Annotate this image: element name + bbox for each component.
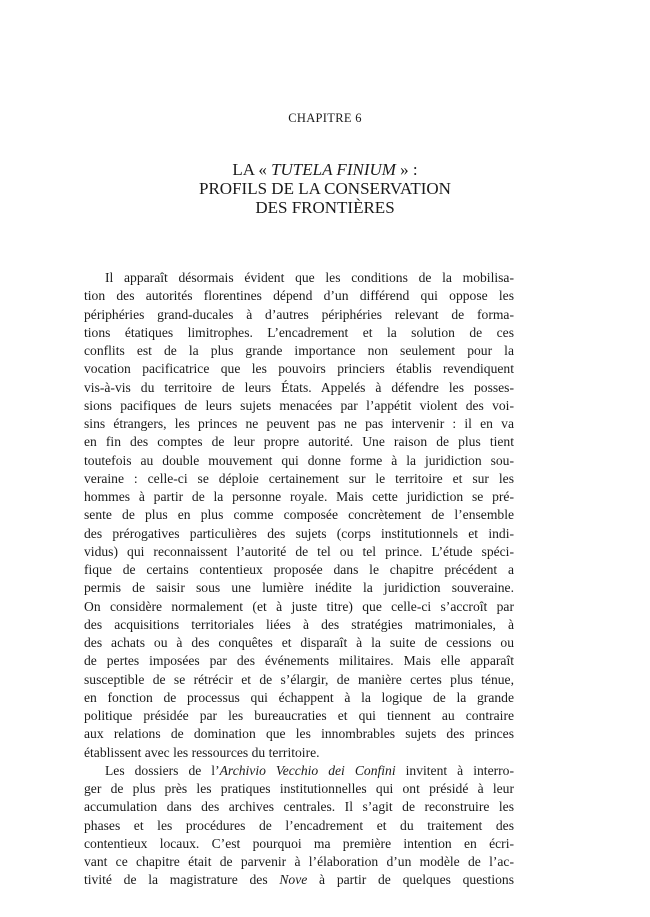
text-line xyxy=(84,762,514,780)
italic-term: Nove xyxy=(279,872,308,888)
text-line: conflits est de la plus grande importance non seulement pour la xyxy=(84,343,514,358)
text-line: veraine : celle-ci se déploie certainement sur le territoire et sur les xyxy=(84,470,514,486)
text-line: vidus) qui reconnaissent l’autorité de tel ou tel prince. L’étude spéci- xyxy=(84,543,514,559)
text-line: accumulation dans des archives centrales. Il s’agit de reconstruire les xyxy=(84,799,514,815)
text-line: en fonction de processus qui échappent à la logique de la grande xyxy=(84,689,514,705)
text-line: susceptible de se rétrécir et de s’élargir, de manière certes plus ténue, xyxy=(84,671,514,687)
text-line xyxy=(84,871,514,889)
text-line: sente de plus en plus comme composée concrètement de l’ensemble xyxy=(84,507,514,523)
text-line: vocation pacificatrice que les pouvoirs princiers établis revendiquent xyxy=(84,361,514,377)
text-line: permis de saisir sous une lumière inédite la juridiction souveraine. xyxy=(84,580,514,596)
text-line: sions pacifiques de leurs sujets menacées par l’appétit violent des voi- xyxy=(84,397,514,413)
text-line: tions étatiques limitrophes. L’encadrement et la solution de ces xyxy=(84,324,514,340)
text-line: hommes à partir de la personne royale. Mais cette juridiction se pré- xyxy=(84,489,514,504)
text-line: des acquisitions territoriales liées à des stratégies matrimoniales, à xyxy=(84,616,514,632)
chapter-title-italic: TUTELA FINIUM xyxy=(271,160,396,179)
text-line: fique de certains contentieux proposée dans le chapitre précédent a xyxy=(84,562,514,577)
chapter-label: CHAPITRE 6 xyxy=(288,111,362,125)
text-line: Il apparaît désormais évident que les conditions de la mobilisa- xyxy=(105,270,514,285)
text-line: contentieux locaux. C’est pourquoi ma première intention en écri- xyxy=(84,835,514,851)
text-line: des achats ou à des conquêtes et disparaît à la suite de cessions ou xyxy=(84,635,514,650)
text-line: aux relations de domination que les innombrables sujets des princes xyxy=(84,726,514,742)
text-line: établissent avec les ressources du territoire. xyxy=(84,744,320,760)
text-line: ger de plus près les pratiques institutionnelles qui ont présidé à leur xyxy=(84,781,514,796)
chapter-title-line: LA « TUTELA FINIUM » : xyxy=(232,160,418,179)
text-line: sins étrangers, les princes ne peuvent pas ne pas intervenir : il en va xyxy=(84,416,514,431)
italic-title: Archivio Vecchio dei Confini xyxy=(219,762,396,778)
text-line: On considère normalement (et à juste titre) que celle-ci s’accroît par xyxy=(84,598,514,614)
text-line: phases et les procédures de l’encadrement et du traitement des xyxy=(84,817,514,833)
chapter-title-line: DES FRONTIÈRES xyxy=(255,198,395,217)
text-line: politique présidée par les bureaucraties et qui tiennent au contraire xyxy=(84,708,514,723)
text-line: vant ce chapitre était de parvenir à l’élaboration d’un modèle de l’ac- xyxy=(84,854,514,869)
body-text xyxy=(84,269,514,890)
text-run: à partir de quelques questions xyxy=(307,872,514,888)
paragraph xyxy=(84,269,514,762)
text-line: de pertes imposées par des événements militaires. Mais elle apparaît xyxy=(84,653,514,669)
chapter-title-line: PROFILS DE LA CONSERVATION xyxy=(199,179,451,198)
paragraph xyxy=(84,762,514,890)
text-line: toutefois au double mouvement qui donne forme à la juridiction sou- xyxy=(84,452,514,468)
text-line: vis-à-vis du territoire de leurs États. Appelés à défendre les posses- xyxy=(84,379,514,395)
text-run: invitent à interro- xyxy=(395,762,514,778)
text-line: périphéries grand-ducales à d’autres périphéries relevant de forma- xyxy=(84,306,514,322)
text-line: tion des autorités florentines dépend d’un différend qui oppose les xyxy=(84,288,514,304)
text-run: Les dossiers de l’ xyxy=(105,762,220,778)
text-run: tivité de la magistrature des xyxy=(84,872,280,888)
text-line: des prérogatives particulières des sujets (corps institutionnels et indi- xyxy=(84,525,514,541)
text-line: en fin des comptes de leur propre autorité. Une raison de plus tient xyxy=(84,434,514,450)
chapter-title xyxy=(100,160,550,217)
